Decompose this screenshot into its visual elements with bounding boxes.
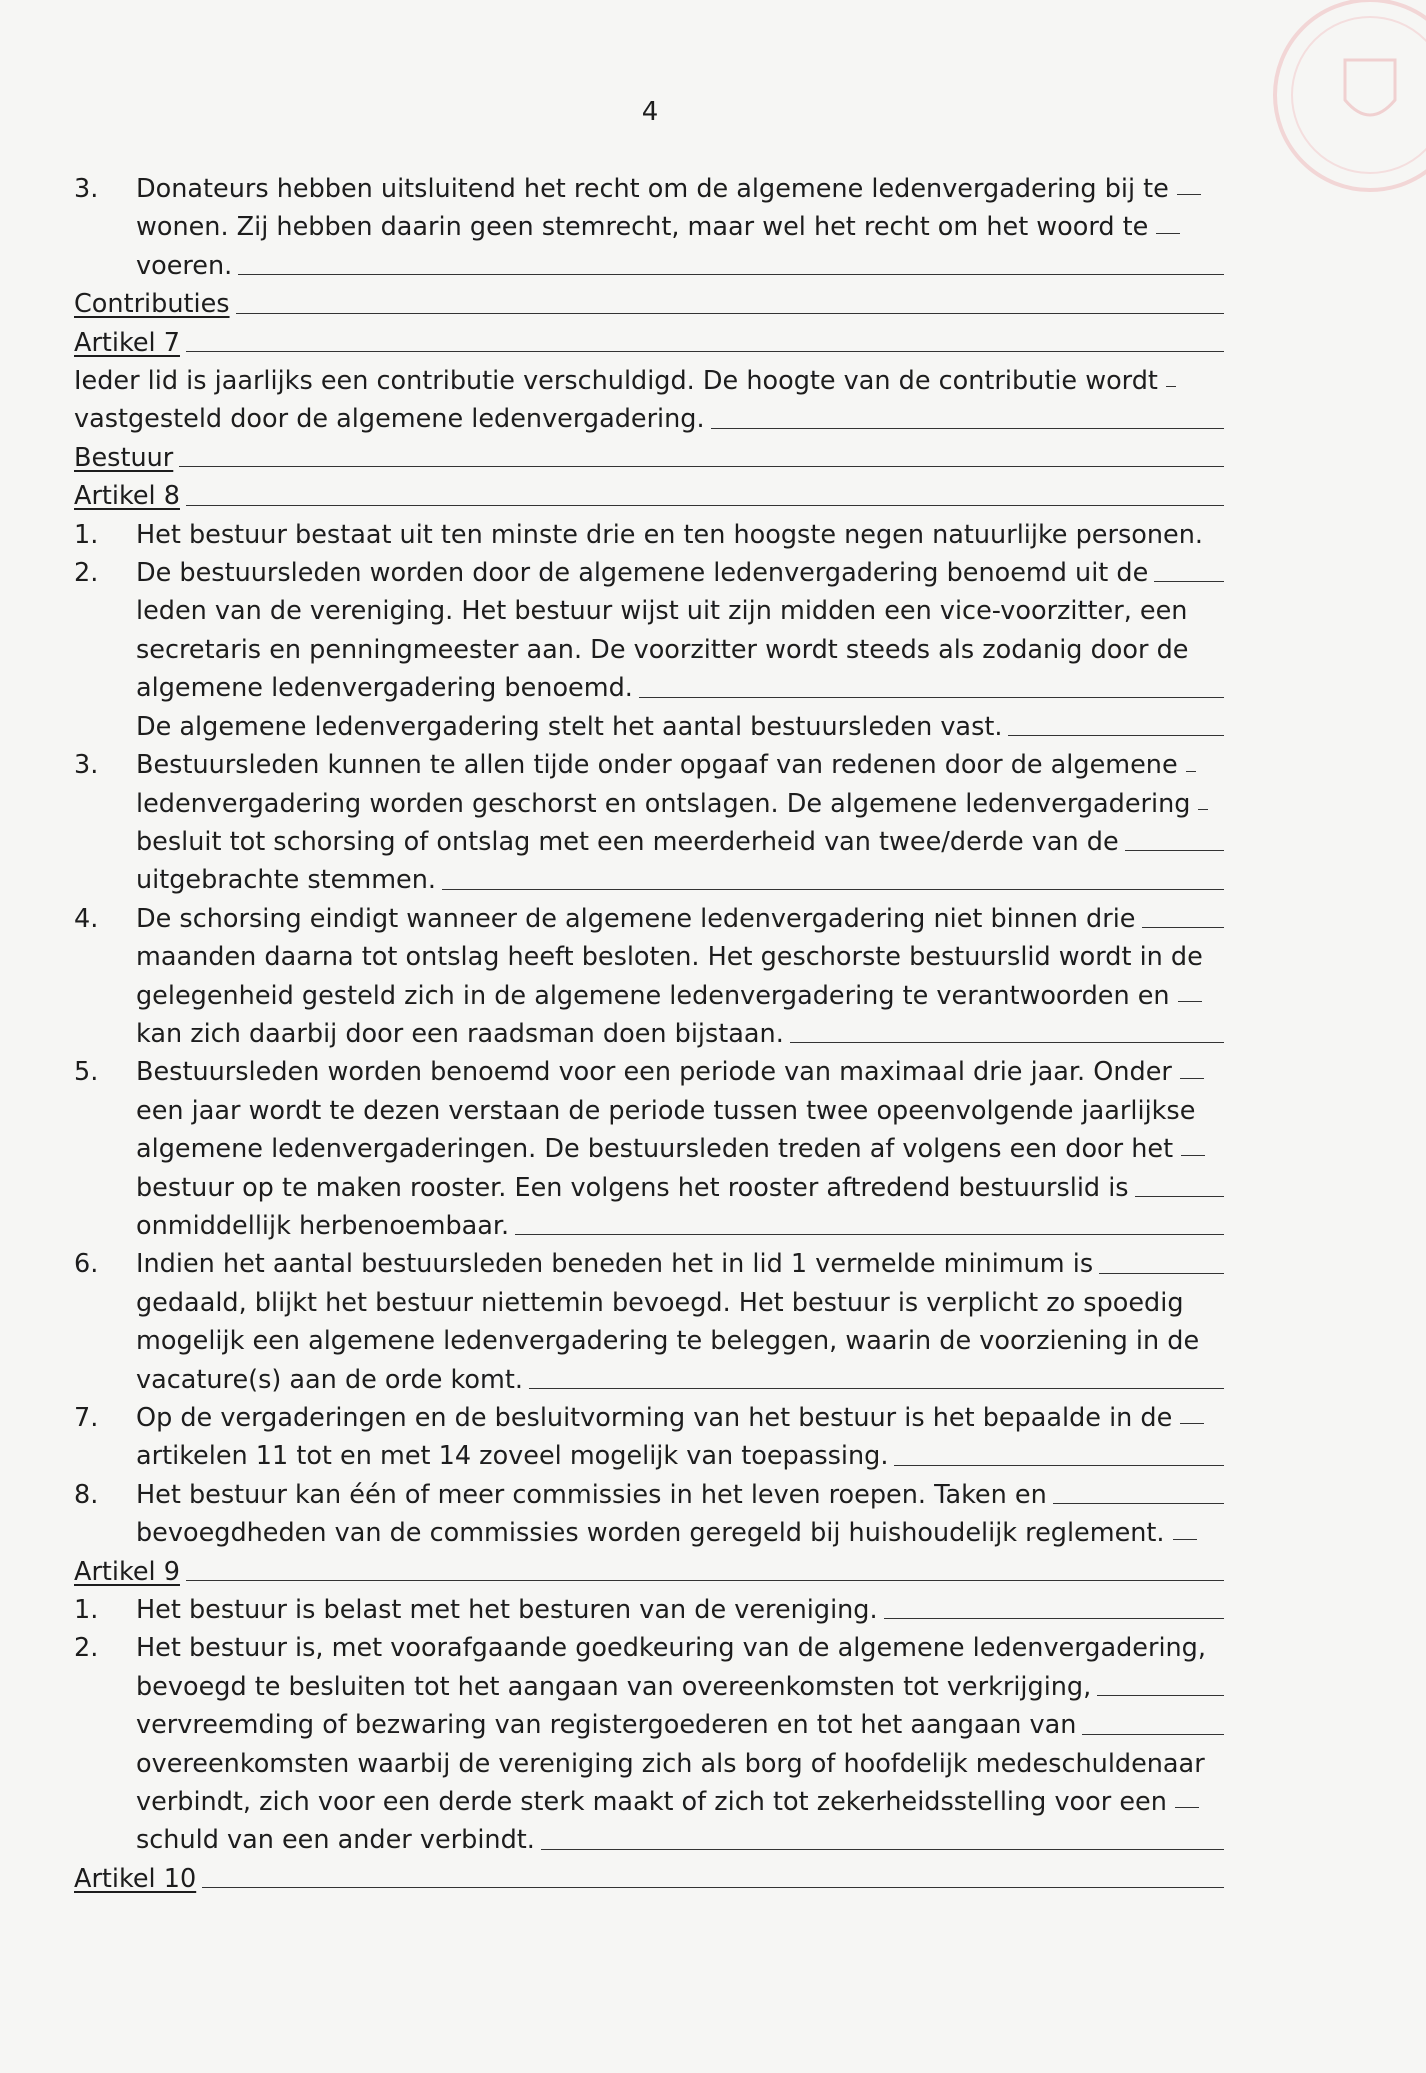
article8-item-7: 7. Op de vergaderingen en de besluitvorming van het bestuur is het bepaalde in de artikelen 11 tot en met 14 zoveel mogelijk van toepassing.	[74, 1399, 1224, 1476]
text-line: wonen. Zij hebben daarin geen stemrecht, maar wel het recht om het woord te	[136, 212, 1149, 243]
article8-item-5: 5. Bestuursleden worden benoemd voor een periode van maximaal drie jaar. Onder een jaar wordt te dezen verstaan de periode tussen twee opeenvolgende jaarlijkse algemene ledenvergaderingen. De bestuursleden treden af volgens een door het bestuur op te maken rooster. Een volgens het rooster aftredend bestuurslid is onmiddellijk herbenoembaar.	[74, 1053, 1224, 1245]
text-line: voeren.	[136, 250, 233, 281]
page-number: 4	[641, 97, 659, 127]
article8-item-4: 4. De schorsing eindigt wanneer de algemene ledenvergadering niet binnen drie maanden daarna tot ontslag heeft besloten. Het geschorste bestuurslid wordt in de gelegenheid gesteld zich in de algemene ledenvergadering te verantwoorden en kan zich daarbij door een raadsman doen bijstaan.	[74, 900, 1224, 1054]
article8-item-3: 3. Bestuursleden kunnen te allen tijde onder opgaaf van redenen door de algemene ledenvergadering worden geschorst en ontslagen. De algemene ledenvergadering besluit tot schorsing of ontslag met een meerderheid van twee/derde van de uitgebrachte stemmen.	[74, 746, 1224, 900]
fill-line	[238, 274, 1224, 275]
article8-heading: Artikel 8	[74, 477, 1224, 515]
text-line: vastgesteld door de algemene ledenvergadering.	[74, 404, 705, 435]
section-heading-bestuur: Bestuur	[74, 439, 1224, 477]
article7-heading: Artikel 7	[74, 324, 1224, 362]
article6-item-3	[74, 170, 1224, 285]
article8-item-1: 1. Het bestuur bestaat uit ten minste drie en ten hoogste negen natuurlijke personen.	[74, 516, 1224, 554]
article9-heading: Artikel 9	[74, 1553, 1224, 1591]
article9-item-1: 1. Het bestuur is belast met het besturen van de vereniging.	[74, 1591, 1224, 1629]
section-heading-contributies: Contributies	[74, 285, 1224, 323]
article9-item-2: 2. Het bestuur is, met voorafgaande goedkeuring van de algemene ledenvergadering, bevoegd te besluiten tot het aangaan van overeenkomsten tot verkrijging, vervreemding of bezwaring van registergoederen en tot het aangaan van overeenkomsten waarbij de vereniging zich als borg of hoofdelijk medeschuldenaar verbindt, zich voor een derde sterk maakt of zich tot zekerheidsstelling voor een schuld van een ander verbindt.	[74, 1629, 1224, 1859]
article8-item-2: 2. De bestuursleden worden door de algemene ledenvergadering benoemd uit de leden van de vereniging. Het bestuur wijst uit zijn midden een vice-voorzitter, een secretaris en penningmeester aan. De voorzitter wordt steeds als zodanig door de algemene ledenvergadering benoemd. De algemene ledenvergadering stelt het aantal bestuursleden vast.	[74, 554, 1224, 746]
item-number: 3.	[74, 174, 99, 204]
document-body	[74, 170, 1224, 1898]
article8-item-8: 8. Het bestuur kan één of meer commissies in het leven roepen. Taken en bevoegdheden van de commissies worden geregeld bij huishoudelijk reglement.	[74, 1476, 1224, 1553]
text-line: Donateurs hebben uitsluitend het recht om de algemene ledenvergadering bij te	[136, 174, 1169, 204]
article8-item-6: 6. Indien het aantal bestuursleden beneden het in lid 1 vermelde minimum is gedaald, blijkt het bestuur niettemin bevoegd. Het bestuur is verplicht zo spoedig mogelijk een algemene ledenvergadering te beleggen, waarin de voorziening in de vacature(s) aan de orde komt.	[74, 1245, 1224, 1399]
text-line: Ieder lid is jaarlijks een contributie verschuldigd. De hoogte van de contributie wordt	[74, 366, 1158, 397]
article10-heading: Artikel 10	[74, 1860, 1224, 1898]
text-line: Het bestuur bestaat uit ten minste drie en ten hoogste negen natuurlijke personen.	[136, 519, 1203, 550]
